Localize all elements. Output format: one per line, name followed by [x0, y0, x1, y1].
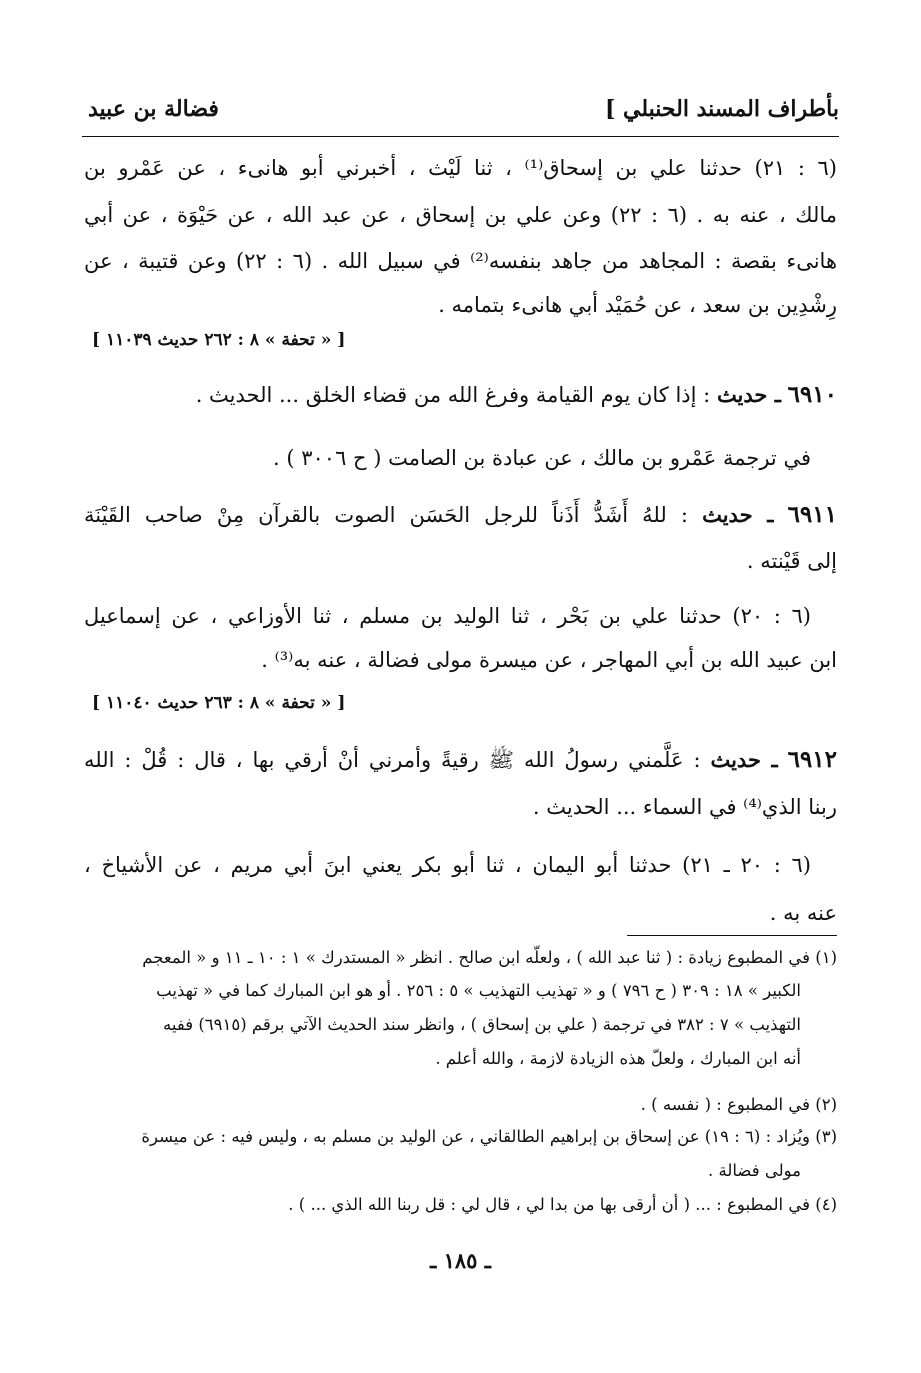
footnote-1-line: الكبير » ١٨ : ٣٠٩ ( ح ٧٩٦ ) و « تهذيب التهذيب » ٥ : ٢٥٦ . أو هو ابن المبارك كما في « تهذيب: [156, 981, 801, 1000]
page-number: ـ ١٨٥ ـ: [430, 1248, 491, 1273]
hadith-number: ٦٩١٢: [787, 746, 837, 773]
header-rule: [82, 136, 839, 137]
hadith-6912-line2: ربنا الذي⁽⁴⁾ في السماء ... الحديث .: [532, 795, 837, 819]
header-book-title: بأطراف المسند الحنبلي ]: [604, 96, 839, 122]
hadith-text: : عَلَّمني رسولُ الله ﷺ رقيةً وأمرني أنْ أرقي بها ، قال : قُلْ : الله: [84, 748, 701, 772]
tuhfa-reference: [ « تحفة » ٨ : ٢٦٢ حديث ١١٠٣٩ ]: [92, 330, 346, 350]
hadith-6912-isnad: (٦ : ٢٠ ـ ٢١) حدثنا أبو اليمان ، ثنا أبو بكر يعني ابنَ أبي مريم ، عن الأشياخ ،: [84, 853, 811, 877]
tuhfa-reference: [ « تحفة » ٨ : ٢٦٣ حديث ١١٠٤٠ ]: [92, 693, 346, 713]
hadith-text: : إذا كان يوم القيامة وفرغ الله من قضاء الخلق ... الحديث .: [195, 383, 711, 407]
text-line: (٦ : ٢١) حدثنا علي بن إسحاق⁽¹⁾ ، ثنا لَيْث ، أخبرني أبو هانىء ، عن عَمْرو بن: [84, 156, 837, 180]
text-line: هانىء بقصة : المجاهد من جاهد بنفسه⁽²⁾ في سبيل الله . (٦ : ٢٢) وعن قتيبة ، عن: [84, 249, 838, 273]
hadith-6911-line: [84, 500, 837, 530]
hadith-number: ٦٩١٠: [787, 381, 837, 408]
running-header: [88, 96, 839, 132]
footnote-1-line: (١) في المطبوع زيادة : ( ثنا عبد الله ) ، ولعلّه ابن صالح . انظر « المستدرك » ١ : ١٠ ـ ١١ و « المعجم: [142, 948, 837, 967]
hadith-label: حديث: [702, 502, 753, 527]
hadith-label: حديث: [716, 382, 768, 407]
text-line: رِشْدِين بن سعد ، عن حُمَيْد أبي هانىء بتمامه .: [438, 293, 837, 317]
footnote-4: (٤) في المطبوع : ... ( أن أرقى بها من بدا لي ، قال لي : قل ربنا الله الذي ... ) .: [288, 1195, 837, 1214]
hadith-6912-isnad2: عنه به .: [769, 901, 837, 925]
hadith-label: حديث: [710, 747, 761, 772]
hadith-6911-isnad2: ابن عبيد الله بن أبي المهاجر ، عن ميسرة مولى فضالة ، عنه به⁽³⁾ .: [261, 648, 837, 672]
hadith-dash-label: ـ حديث: [716, 382, 781, 407]
hadith-6911-line2: إلى قَيْنته .: [746, 549, 837, 573]
text-line: مالك ، عنه به . (٦ : ٢٢) وعن علي بن إسحاق ، عن عبد الله ، عن حَيْوَة ، عن أبي: [84, 203, 837, 227]
footnote-3-line: مولى فضالة .: [708, 1161, 801, 1180]
hadith-6911-isnad: (٦ : ٢٠) حدثنا علي بن بَحْر ، ثنا الوليد بن مسلم ، ثنا الأوزاعي ، عن إسماعيل: [84, 604, 811, 628]
header-chapter-title: فضالة بن عبيد: [88, 96, 219, 122]
footnote-3-line: (٣) ويُزاد : (٦ : ١٩) عن إسحاق بن إبراهيم الطالقاني ، عن الوليد بن مسلم به ، وليس فيه : عن ميسرة: [141, 1127, 837, 1146]
footnote-2: (٢) في المطبوع : ( نفسه ) .: [640, 1095, 837, 1114]
footnote-1-line: التهذيب » ٧ : ٣٨٢ في ترجمة ( علي بن إسحاق ) ، وانظر سند الحديث الآتي برقم (٦٩١٥) ففيه: [163, 1015, 801, 1034]
hadith-text: : للهُ أَشَدُّ أَذَناً للرجل الحَسَن الصوت بالقرآن مِنْ صاحب القَيْنَة: [84, 503, 688, 527]
hadith-dash-label: ـ حديث: [702, 502, 774, 527]
footnote-rule: [627, 935, 837, 936]
hadith-6910-line: [84, 380, 837, 410]
hadith-6910-note: في ترجمة عَمْرو بن مالك ، عن عبادة بن الصامت ( ح ٣٠٠٦ ) .: [273, 446, 811, 470]
hadith-number: ٦٩١١: [787, 501, 837, 528]
hadith-6912-line: [84, 745, 837, 775]
footnote-1-line: أنه ابن المبارك ، ولعلّ هذه الزيادة لازمة ، والله أعلم .: [435, 1049, 801, 1068]
hadith-dash-label: ـ حديث: [710, 747, 778, 772]
